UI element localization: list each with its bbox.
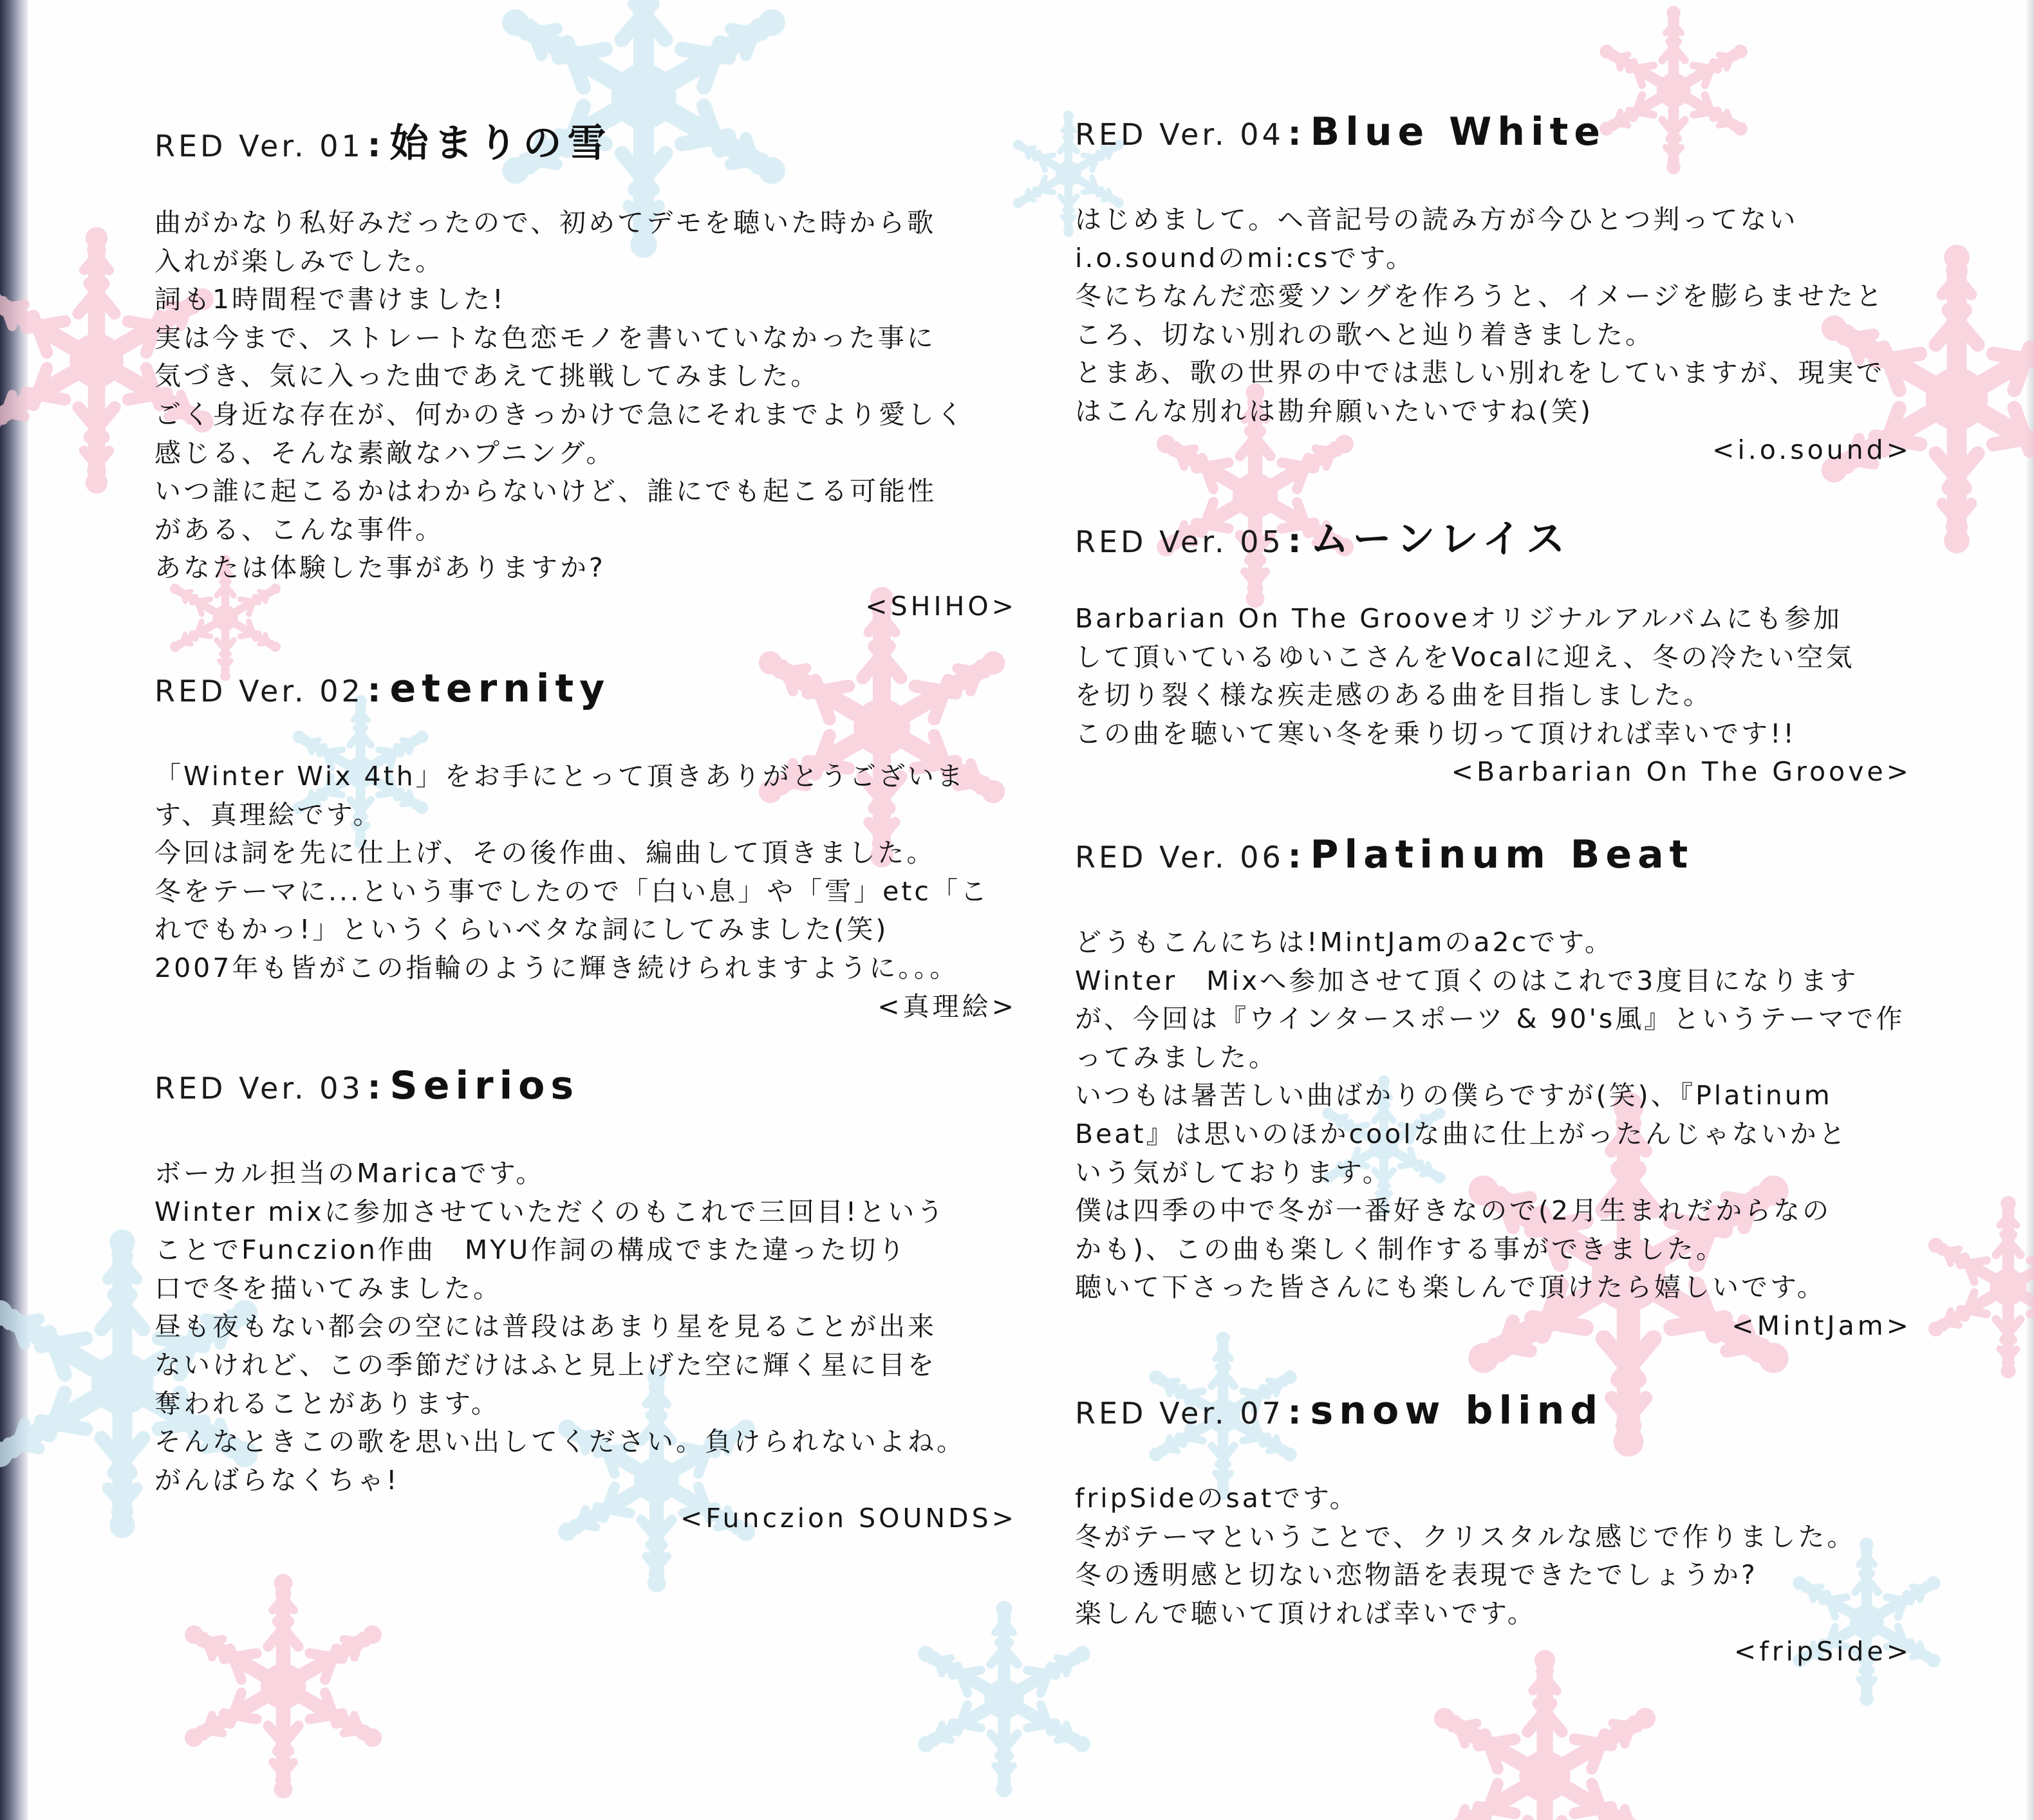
comment-line: そんなときこの歌を思い出してください。負けられないよね。 (154, 1426, 966, 1458)
heading-separator: : (367, 671, 381, 710)
track-version: RED Ver. 01 (154, 129, 364, 163)
heading-separator: : (1287, 837, 1302, 876)
comment-line: 聴いて下さった皆さんにも楽しんで頂けたら嬉しいです。 (1075, 1272, 1826, 1303)
snowflake-icon (1920, 1196, 2034, 1378)
comment-line: ボーカル担当のMaricaです。 (154, 1158, 545, 1189)
comment-line: はじめまして。ヘ音記号の読み方が今ひとつ判ってない (1075, 204, 1798, 235)
comment-line: 「Winter Wix 4th」をお手にとって頂きありがとうございま (154, 761, 966, 792)
heading-separator: : (1287, 115, 1302, 153)
track-heading (1075, 109, 1912, 161)
comment-line: 昼も夜もない都会の空には普段はあまり星を見ることが出来 (154, 1311, 937, 1342)
track-heading (1075, 832, 1912, 884)
track-entry-07 (1075, 1388, 1912, 1671)
track-version: RED Ver. 03 (154, 1071, 364, 1106)
comment-line: はこんな別れは勘弁願いたいですね(笑) (1075, 395, 1593, 427)
track-comment (154, 1155, 1017, 1538)
comment-line: 僕は四季の中で冬が一番好きなので(2月生まれだからなの (1075, 1195, 1832, 1227)
comment-line: ないけれど、この季節だけはふと見上げた空に輝く星に目を (154, 1349, 937, 1380)
comment-line: Winter mixに参加させていただくのもこれで三回目!という (154, 1196, 946, 1227)
comment-line: 冬がテーマということで、クリスタルな感じで作りました。 (1075, 1521, 1856, 1552)
comment-line: 実は今まで、ストレートな色恋モノを書いていなかった事に (154, 322, 936, 353)
comment-line: いつもは暑苦しい曲ばかりの僕らですが(笑)、『Platinum (1075, 1080, 1833, 1111)
heading-separator: : (367, 126, 381, 165)
comment-line: この曲を聴いて寒い冬を乗り切って頂ければ幸いです!! (1075, 718, 1796, 749)
track-heading (1075, 1388, 1912, 1440)
track-title: snow blind (1310, 1388, 1604, 1433)
comment-line: 感じる、そんな素敵なハプニング。 (154, 437, 615, 469)
author-signature: <MintJam> (1731, 1310, 1912, 1341)
comment-line: 冬の透明感と切ない恋物語を表現できたでしょうか? (1075, 1559, 1758, 1591)
heading-separator: : (1287, 522, 1302, 561)
track-comment (1075, 1480, 1912, 1671)
comment-line: ことでFunczion作曲 MYU作詞の構成でまた違った切り (154, 1234, 908, 1266)
comment-line: 楽しんで聴いて頂ければ幸いです。 (1075, 1597, 1536, 1629)
track-comment (1075, 600, 1912, 792)
track-title: eternity (389, 666, 611, 711)
snowflake-icon (1423, 1650, 1666, 1820)
comment-line: いう気がしております。 (1075, 1156, 1392, 1188)
comment-line: 冬をテーマに...という事でしたので「白い息」や「雪」etc「こ (154, 875, 989, 907)
heading-separator: : (1287, 1393, 1302, 1432)
comment-line: かも)、この曲も楽しく制作する事ができました。 (1075, 1233, 1725, 1265)
track-version: RED Ver. 07 (1075, 1396, 1284, 1431)
heading-separator: : (367, 1068, 381, 1107)
comment-line: 詞も1時間程で書けました! (154, 284, 506, 315)
comment-line: Beat』は思いのほかcoolな曲に仕上がったんじゃないかと (1075, 1118, 1848, 1149)
author-signature: <fripSide> (1733, 1636, 1912, 1667)
track-comment (154, 757, 1017, 1026)
track-version: RED Ver. 04 (1075, 117, 1284, 152)
comment-line: とまあ、歌の世界の中では悲しい別れをしていますが、現実で (1075, 357, 1885, 389)
track-entry-06 (1075, 832, 1912, 1346)
comment-line: を切り裂く様な疾走感のある曲を目指しました。 (1075, 680, 1712, 711)
comment-line: ごく身近な存在が、何かのきっかけで急にそれまでより愛しく (154, 398, 966, 430)
track-comment (1075, 924, 1912, 1346)
track-title: 始まりの雪 (389, 121, 612, 166)
comment-line: がある、こんな事件。 (154, 514, 444, 545)
comment-line: fripSideのsatです。 (1075, 1483, 1359, 1514)
comment-line: いつ誰に起こるかはわからないけど、誰にでも起こる可能性 (154, 476, 937, 507)
comment-line: 今回は詞を先に仕上げ、その後作曲、編曲して頂きました。 (154, 837, 936, 869)
comment-line: す、真理絵です。 (154, 799, 382, 830)
track-version: RED Ver. 02 (154, 674, 364, 709)
track-entry-01 (154, 113, 1017, 626)
track-entry-04 (1075, 109, 1912, 469)
comment-line: 2007年も皆がこの指輪のように輝き続けられますように。。。 (154, 952, 959, 983)
comment-line: 奪われることがあります。 (154, 1388, 500, 1419)
track-heading (154, 113, 1017, 164)
comment-line: Barbarian On The Grooveオリジナルアルバムにも参加 (1075, 603, 1843, 634)
track-heading (154, 666, 1017, 718)
comment-line: ころ、切ない別れの歌へと辿り着きました。 (1075, 319, 1654, 350)
track-title: ムーンレイス (1310, 517, 1571, 562)
track-heading (154, 1063, 1017, 1115)
track-entry-03 (154, 1063, 1017, 1538)
comment-line: 気づき、気に入った曲であえて挑戦してみました。 (154, 360, 820, 392)
track-entry-02 (154, 666, 1017, 1026)
track-title: Platinum Beat (1310, 832, 1694, 877)
comment-line: ってみました。 (1075, 1041, 1278, 1073)
track-version: RED Ver. 06 (1075, 840, 1284, 875)
comment-line: が、今回は『ウインタースポーツ & 90's風』というテーマで作 (1075, 1003, 1905, 1035)
track-title: Seirios (389, 1063, 580, 1108)
comment-line: どうもこんにちは!MintJamのa2cです。 (1075, 927, 1614, 958)
comment-line: あなたは体験した事がありますか? (154, 552, 606, 584)
comment-line: して頂いているゆいこさんをVocalに迎え、冬の冷たい空気 (1075, 641, 1855, 673)
author-signature: <Funczion SOUNDS> (680, 1503, 1017, 1534)
track-comment (154, 204, 1017, 626)
snowflake-icon (910, 1601, 1099, 1797)
comment-line: 入れが楽しみでした。 (154, 245, 444, 277)
comment-line: がんばらなくちゃ! (154, 1464, 400, 1496)
author-signature: <真理絵> (877, 990, 1017, 1022)
track-comment (1075, 201, 1912, 469)
author-signature: <SHIHO> (865, 590, 1017, 622)
comment-line: 曲がかなり私好みだったので、初めてデモを聴いた時から歌 (154, 207, 937, 238)
track-entry-05 (1075, 508, 1912, 792)
snowflake-icon (175, 1574, 392, 1799)
author-signature: <Barbarian On The Groove> (1451, 756, 1912, 788)
comment-line: 冬にちなんだ恋愛ソングを作ろうと、イメージを膨らませたと (1075, 281, 1885, 312)
author-signature: <i.o.sound> (1712, 434, 1912, 465)
track-heading (1075, 508, 1912, 560)
track-version: RED Ver. 05 (1075, 525, 1284, 559)
track-title: Blue White (1310, 109, 1606, 154)
comment-line: 口で冬を描いてみました。 (154, 1272, 502, 1304)
comment-line: れでもかっ!」というくらいベタな詞にしてみました(笑) (154, 914, 889, 945)
comment-line: i.o.soundのmi:csです。 (1075, 242, 1415, 274)
comment-line: Winter Mixへ参加させて頂くのはこれで3度目になります (1075, 965, 1859, 996)
